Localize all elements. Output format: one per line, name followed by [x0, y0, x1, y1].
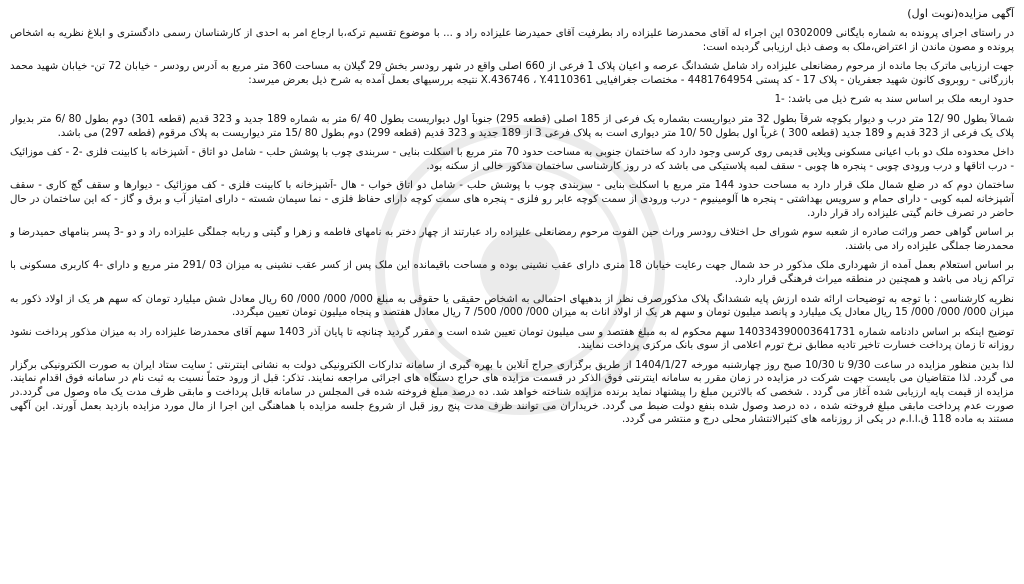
paragraph-building-north: ساختمان دوم که در ضلع شمال ملک قرار دارد به مساحت حدود 144 متر مربع با اسکلت بنایی - سربندی چوب با پوشش حلب - شامل دو اتاق خواب - هال -آشپزخانه با کابینت فلزی - کف موزائیک - دیوارها و سقف گچ کاری - سقف آشپزخانه لمبه کوبی - دارای حمام و سرویس بهداشتی - پنجره ها آلومینیوم - درب ورودی از سمت کوچه عابر رو فلزی - پنجره های سمت کوچه دارای حفاظ فلزی - نما سیمان شسته - دارای امتیاز آب و برق و گاز - که این ساختمان در حال حاضر در تصرف خانم گیتی علیزاده راد قرار دارد. [10, 180, 1014, 219]
paragraph-building-south: داخل محدوده ملک دو باب اعیانی مسکونی ویلایی قدیمی روی کرسی وجود دارد که ساختمان جنوبی به مساحت حدود 70 متر مربع با اسکلت بنایی - سربندی چوب با پوشش حلب - شامل دو اتاق - آشپزخانه با کابینت فلزی -2 - کف موزائیک - درب اتاقها و درب ورودی چوبی - پنجره ها چوبی - سقف لمبه پلاستیکی می باشد که در روز کارشناسی ساختمان مذکور خالی از سکنه بود. [10, 147, 1014, 172]
paragraph-property: جهت ارزیابی ماترک بجا مانده از مرحوم رمضانعلی علیزاده راد شامل ششدانگ عرصه و اعیان پلاک 1 فرعی از 660 اصلی واقع در شهر رودسر بخش 29 گیلان به مساحت 360 متر مربع به آدرس رودسر - خیابان 72 تن- خیابان شهید محمد بازرگانی - روبروی کانون شهید جعفریان - پلاک 17 - کد پستی 4481764954 - مختصات جغرافیایی X.436746 ، Y.4110361 نتیجه بررسیهای بعمل آمده به شرح ذیل بعرض میرسد: [10, 61, 1014, 86]
paragraph-boundaries-heading: حدود اربعه ملک بر اساس سند به شرح ذیل می باشد: -1 [774, 94, 1014, 106]
paragraph-boundaries: شمالاً بطول 90 /12 متر درب و دیوار بکوچه شرقاً بطول 32 متر دیواریست بشماره یک فرعی از 185 اصلی (قطعه 295) جنوباً اول دیواریست بطول 40 /6 متر به شماره 189 جدید و 323 قدیم (قطعه 301) دوم بطول 80 /6 متر بدیوار پلاک یک فرعی از 323 قدیم و 189 جدید (قطعه 300 ) غرباً اول بطول 50 /10 متر دیواری است به پلاک فرعی 3 از 189 جدید و 323 قدیم (قطعه 299) دوم بطول 80 /15 متر دیواریست به پلاک مرقوم (قطعه 297) می باشد. [10, 113, 1014, 139]
paragraph-municipality: بر اساس استعلام بعمل آمده از شهرداری ملک مذکور در حد شمال جهت رعایت خیابان 18 متری دارای عقب نشینی بوده و مساحت باقیمانده این ملک پس از کسر عقب نشینی به میزان 03 /291 متر مربع و دارای -4 کاربری مسکونی با تراکم زیاد می باشد و همچنین در منطقه میراث فرهنگی قرار دارد. [10, 260, 1014, 285]
paragraph-heirs: بر اساس گواهی حصر وراثت صادره از شعبه سوم شورای حل اختلاف رودسر وراث حین الفوت مرحوم رمضانعلی علیزاده راد عبارتند از چهار دختر به نامهای فاطمه و زهرا و گیتی و ربابه جملگی علیزاده راد و دو -3 پسر بنامهای حمیدرضا و محمدرضا جملگی علیزاده راد می باشند. [10, 227, 1014, 252]
paragraph-auction-terms: لذا بدین منظور مزایده در ساعت 9/30 تا 10/30 صبح روز چهارشنبه مورخه 1404/1/27 از طریق برگزاری حراج آنلاین با بهره گیری از سامانه تدارکات الکترونیکی دولت به نشانی اینترنتی : سایت ستاد ایران به صورت الکترونیکی برگزار می گردد. لذا متقاضیان می بایست جهت شرکت در مزایده در زمان مقرر به سامانه اینترنتی فوق الذکر در قسمت مزایده های حراج دستگاه های اجرائی مراجعه نمایند. تذکر: قبل از ورود حتماً نسبت به ثبت نام در سامانه فوق اقدام نمایند. مزایده از قیمت پایه ارزیابی شده آغاز می گردد . شخصی که بالاترین مبلغ را پیشنهاد نماید برنده مزایده شناخته خواهد شد. ده درصد مبلغ فروخته شده فی المجلس در سامانه قابل پرداخت و مابقی ظرف مدت یک ماه وصول می گردد.در صورت عدم پرداخت مابقی مبلغ فروخته شده ، ده درصد وصول شده بنفع دولت ضبط می گردد. خریداران می توانند ظرف مدت پنج روز قبل از شروع جلسه مزایده با هماهنگی این اجرا از مال مورد مزایده بازدید بعمل آورند. این آگهی مستند به ماده 118 ق.ا.ا.م در یکی از روزنامه های کثیرالانتشار محلی درج و منتشر می گردد. [10, 359, 1014, 426]
notice-title: آگهی مزایده(نوبت اول) [907, 7, 1014, 20]
paragraph-intro: در راستای اجرای پرونده به شماره بایگانی 0302009 این اجراء له آقای محمدرضا علیزاده راد بطرفیت آقای حمیدرضا علیزاده راد و ... با موضوع تقسیم ترکه،با ارجاع امر به احدی از کارشناسان رسمی دادگستری و ابلاغ نظریه به اشخاص پرونده و مصون ماندن از اعتراض،ملک به وصف ذیل ارزیابی گردیده است: [10, 28, 1014, 53]
paragraph-valuation: نظریه کارشناسی : با توجه به توضیحات ارائه شده ارزش پایه ششدانگ پلاک مذکورصرف نظر از بدهیهای احتمالی به اشخاص حقیقی یا حقوقی به مبلغ 000/ 000/ 000/ 60 ریال معادل شش میلیارد تومان که سهم هر یک از اولاد ذکور به میزان 000/ 000/ 000/ 15 ریال معادل یک میلیارد و پانصد میلیون تومان و سهم هر یک از اولاد اناث به میزان 000/ 000/ 500/ 7 ریال معادل هفتصد و پنجاه میلیون تومان تعیین میگردد. [10, 293, 1014, 319]
paragraph-judgment: توضیح اینکه بر اساس دادنامه شماره 140334390003641731 سهم محکوم له به مبلغ هفتصد و سی میلیون تومان تعیین شده است و مقرر گردید چنانچه تا پایان آذر 1403 سهم آقای محمدرضا علیزاده راد به میزان مذکور پرداخت نشود روزانه تا زمان پرداخت خسارت تاخیر تادیه مطابق نرخ تورم اعلامی از سوی بانک مرکزی پرداخت نمایند. [10, 326, 1014, 352]
